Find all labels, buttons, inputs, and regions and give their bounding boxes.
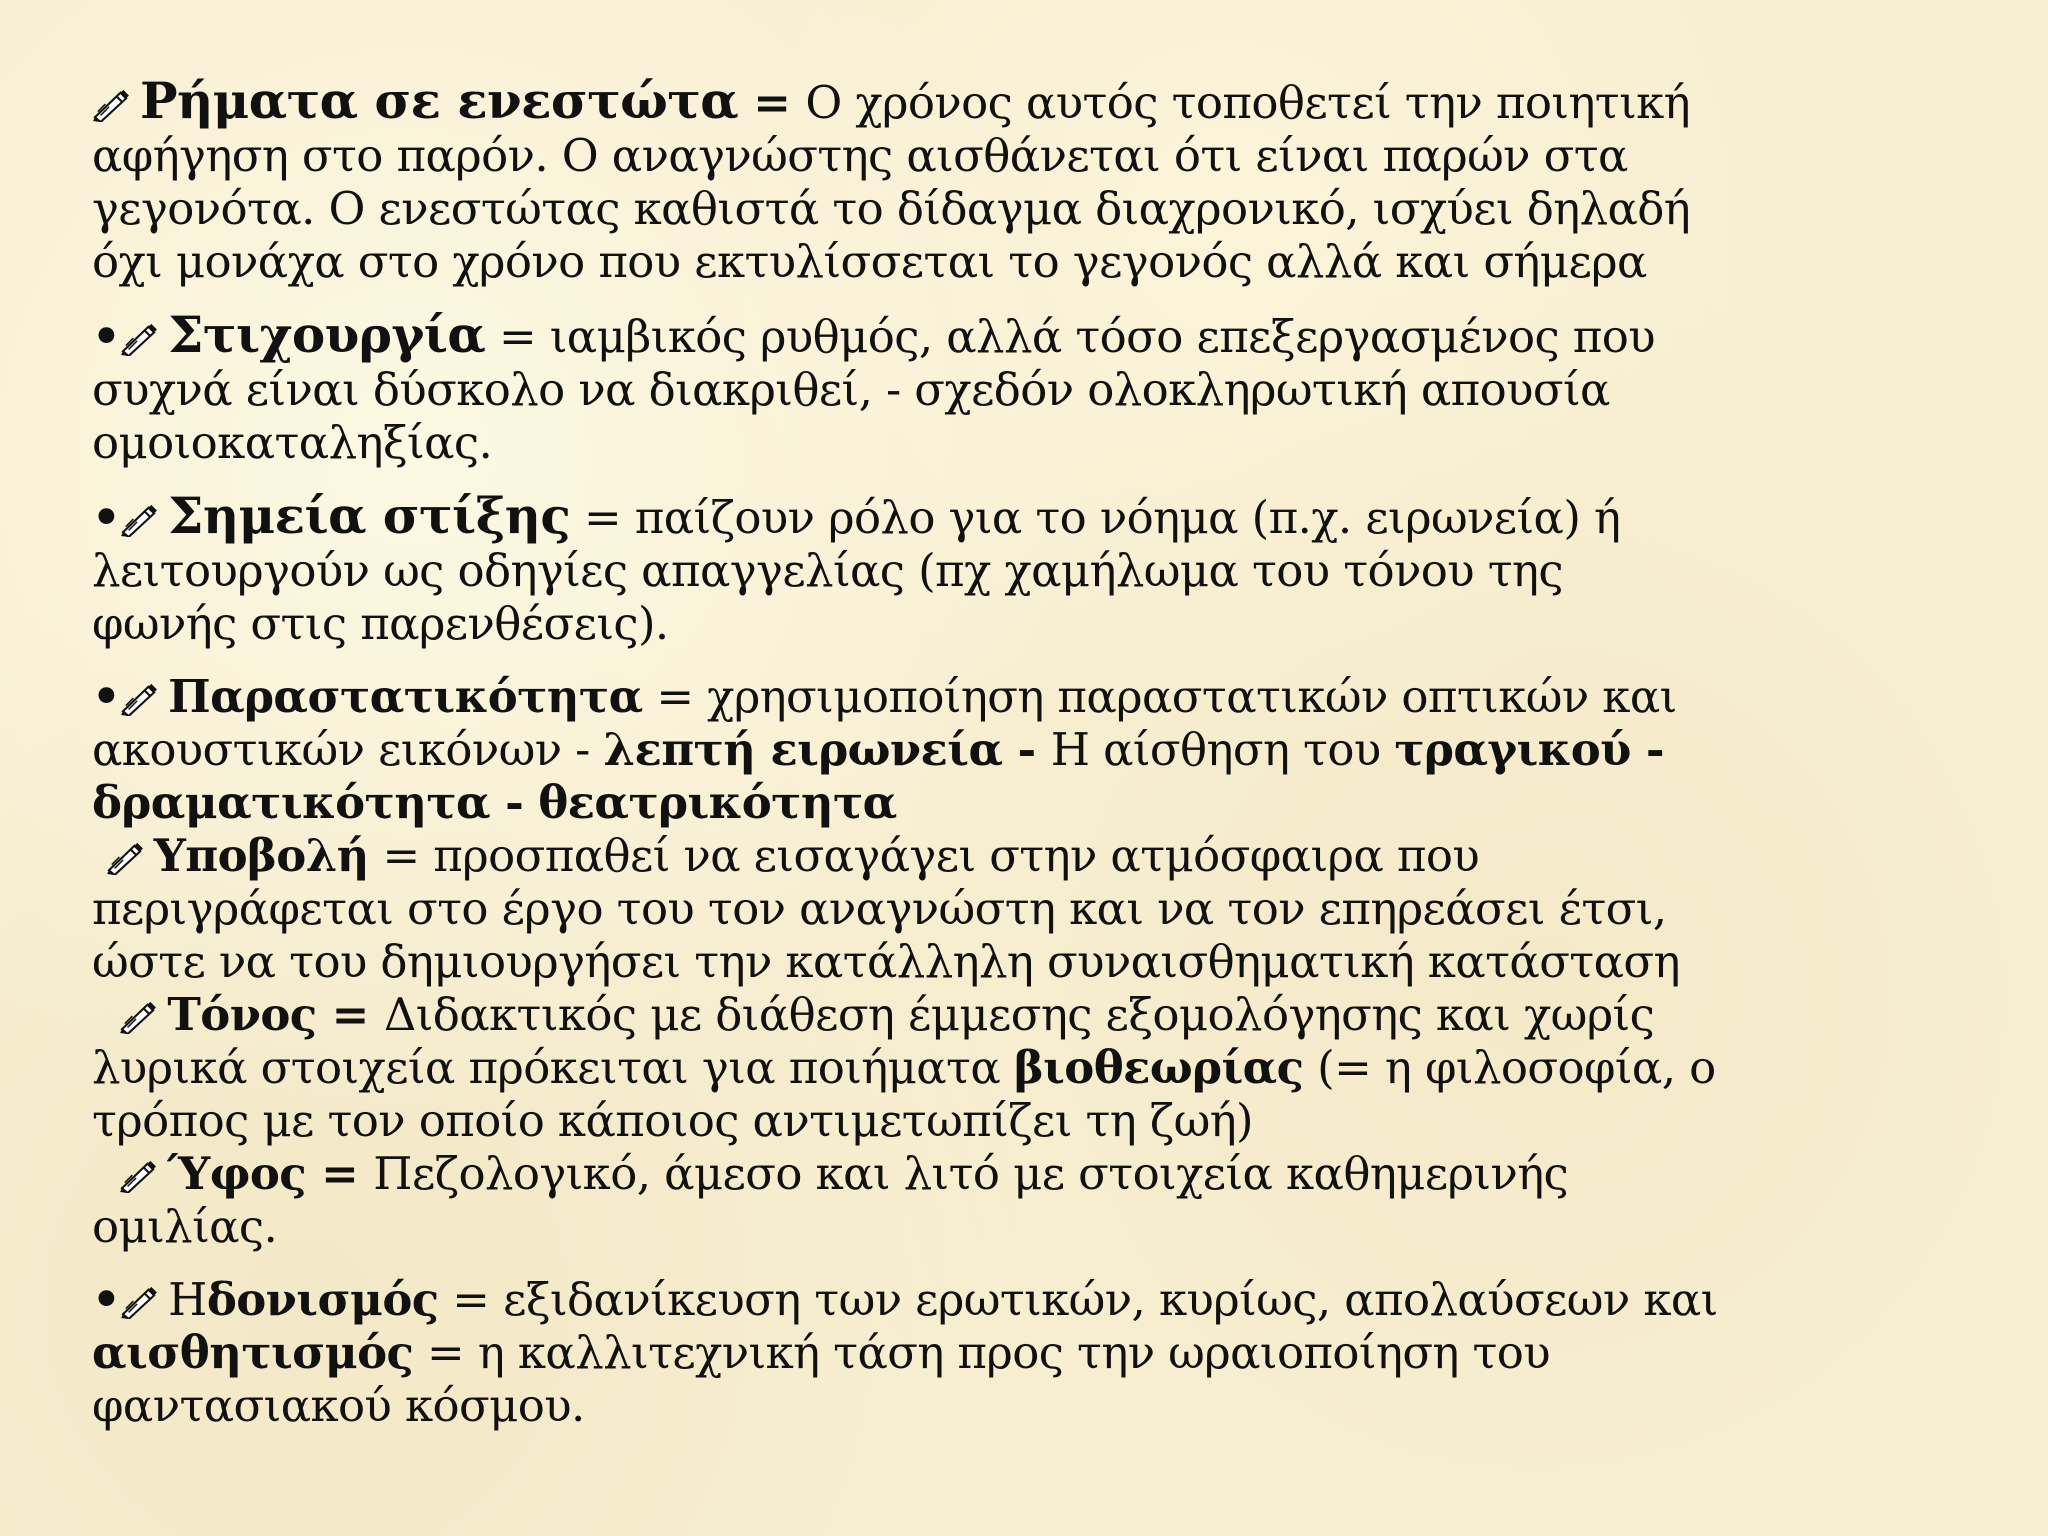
term-parastatikotita: Παραστατικότητα bbox=[168, 670, 643, 723]
term-yfos: Ύφος bbox=[167, 1147, 307, 1200]
equals-sign: = bbox=[316, 988, 384, 1041]
text-line: εξιδανίκευση των ερωτικών, κυρίως, απολαύσεων και bbox=[503, 1273, 1718, 1326]
text-line: φωνής στις παρενθέσεις). bbox=[92, 597, 669, 650]
text-line: όχι μονάχα στο χρόνο που εκτυλίσσεται το γεγονός αλλά και σήμερα bbox=[92, 235, 1647, 288]
text-line: ώστε να του δημιουργήσει την κατάλληλη συναισθηματική κατάσταση bbox=[92, 935, 1680, 988]
term-simeia-stixis: Σημεία στίξης bbox=[168, 486, 571, 545]
equals-sign: = bbox=[368, 829, 434, 882]
pencil-icon bbox=[92, 88, 130, 122]
equals-sign: = bbox=[570, 491, 635, 544]
term-rimata: Ρήματα σε ενεστώτα bbox=[140, 71, 739, 130]
term-idonismos: δονισμός bbox=[206, 1273, 439, 1326]
bullet-dot: • bbox=[92, 1273, 121, 1326]
paragraph-parastatikotita bbox=[92, 670, 1992, 829]
pencil-icon bbox=[120, 503, 158, 537]
text-line: ομοιοκαταληξίας. bbox=[92, 416, 493, 469]
paragraph-yfos bbox=[92, 1147, 1992, 1253]
paragraph-idonismos bbox=[92, 1273, 1992, 1432]
equals-sign: = bbox=[306, 1147, 374, 1200]
paragraph-rimata bbox=[92, 71, 1992, 288]
bullet-dot: • bbox=[92, 670, 121, 723]
pencil-icon bbox=[120, 682, 158, 716]
text-line: Ο χρόνος αυτός τοποθετεί την ποιητική bbox=[805, 76, 1691, 129]
pencil-icon bbox=[119, 1159, 157, 1193]
text-fragment: Η αίσθηση του bbox=[1050, 723, 1395, 776]
text-line: τρόπος με τον οποίο κάποιος αντιμετωπίζει τη ζωή) bbox=[92, 1094, 1254, 1147]
pencil-icon bbox=[120, 1285, 158, 1319]
equals-sign: = bbox=[438, 1273, 504, 1326]
text-line: συχνά είναι δύσκολο να διακριθεί, - σχεδόν ολοκληρωτική απουσία bbox=[92, 363, 1610, 416]
term-stixourgia: Στιχουργία bbox=[168, 305, 486, 364]
text-line: φαντασιακού κόσμου. bbox=[92, 1379, 585, 1432]
term-ypovoli: Υποβολή bbox=[153, 829, 369, 882]
text-line: αφήγηση στο παρόν. Ο αναγνώστης αισθάνεται ότι είναι παρών στα bbox=[92, 129, 1628, 182]
term-tonos: Τόνος bbox=[167, 988, 317, 1041]
text-line: λειτουργούν ως οδηγίες απαγγελίας (πχ χαμήλωμα του τόνου της bbox=[92, 544, 1564, 597]
text-line: ομιλίας. bbox=[92, 1200, 278, 1253]
text-fragment: (= η φιλοσοφία, ο bbox=[1303, 1041, 1716, 1094]
pencil-icon bbox=[106, 841, 144, 875]
text-line: Διδακτικός με διάθεση έμμεσης εξομολόγησης και χωρίς bbox=[383, 988, 1655, 1041]
bullet-dot: • bbox=[92, 491, 121, 544]
term-idonismos-initial: Η bbox=[168, 1273, 207, 1326]
paragraph-simeia-stixis bbox=[92, 486, 1992, 650]
term-aisthitismos: αισθητισμός bbox=[92, 1326, 414, 1379]
text-line: Πεζολογικό, άμεσο και λιτό με στοιχεία καθημερινής bbox=[373, 1147, 1569, 1200]
emphasis-viotheorias: βιοθεωρίας bbox=[1013, 1041, 1304, 1094]
paragraph-ypovoli bbox=[92, 829, 1992, 988]
text-fragment: η καλλιτεχνική τάση προς την ωραιοποίηση του bbox=[477, 1326, 1551, 1379]
equals-sign: = bbox=[738, 76, 806, 129]
bullet-dot: • bbox=[92, 310, 121, 363]
text-fragment: ακουστικών εικόνων - bbox=[92, 723, 604, 776]
emphasis-irony: λεπτή ειρωνεία - bbox=[603, 723, 1051, 776]
paragraph-tonos bbox=[92, 988, 1992, 1147]
equals-sign: = bbox=[485, 310, 550, 363]
equals-sign: = bbox=[642, 670, 708, 723]
text-line: χρησιμοποίηση παραστατικών οπτικών και bbox=[707, 670, 1677, 723]
text-line: παίζουν ρόλο για το νόημα (π.χ. ειρωνεία) ή bbox=[634, 491, 1621, 544]
text-line: προσπαθεί να εισαγάγει στην ατμόσφαιρα που bbox=[433, 829, 1480, 882]
text-line: ιαμβικός ρυθμός, αλλά τόσο επεξεργασμένος που bbox=[549, 310, 1655, 363]
pencil-icon bbox=[120, 322, 158, 356]
equals-sign: = bbox=[413, 1326, 478, 1379]
paragraph-stixourgia bbox=[92, 305, 1992, 469]
text-fragment: λυρικά στοιχεία πρόκειται για ποιήματα bbox=[92, 1041, 1014, 1094]
slide-content bbox=[92, 71, 1992, 1432]
text-line: περιγράφεται στο έργο του τον αναγνώστη και να τον επηρεάσει έτσι, bbox=[92, 882, 1667, 935]
emphasis-dramatic: δραματικότητα - θεατρικότητα bbox=[92, 776, 897, 829]
emphasis-tragic: τραγικού - bbox=[1394, 723, 1664, 776]
text-line: γεγονότα. Ο ενεστώτας καθιστά το δίδαγμα διαχρονικό, ισχύει δηλαδή bbox=[92, 182, 1691, 235]
pencil-icon bbox=[119, 1000, 157, 1034]
